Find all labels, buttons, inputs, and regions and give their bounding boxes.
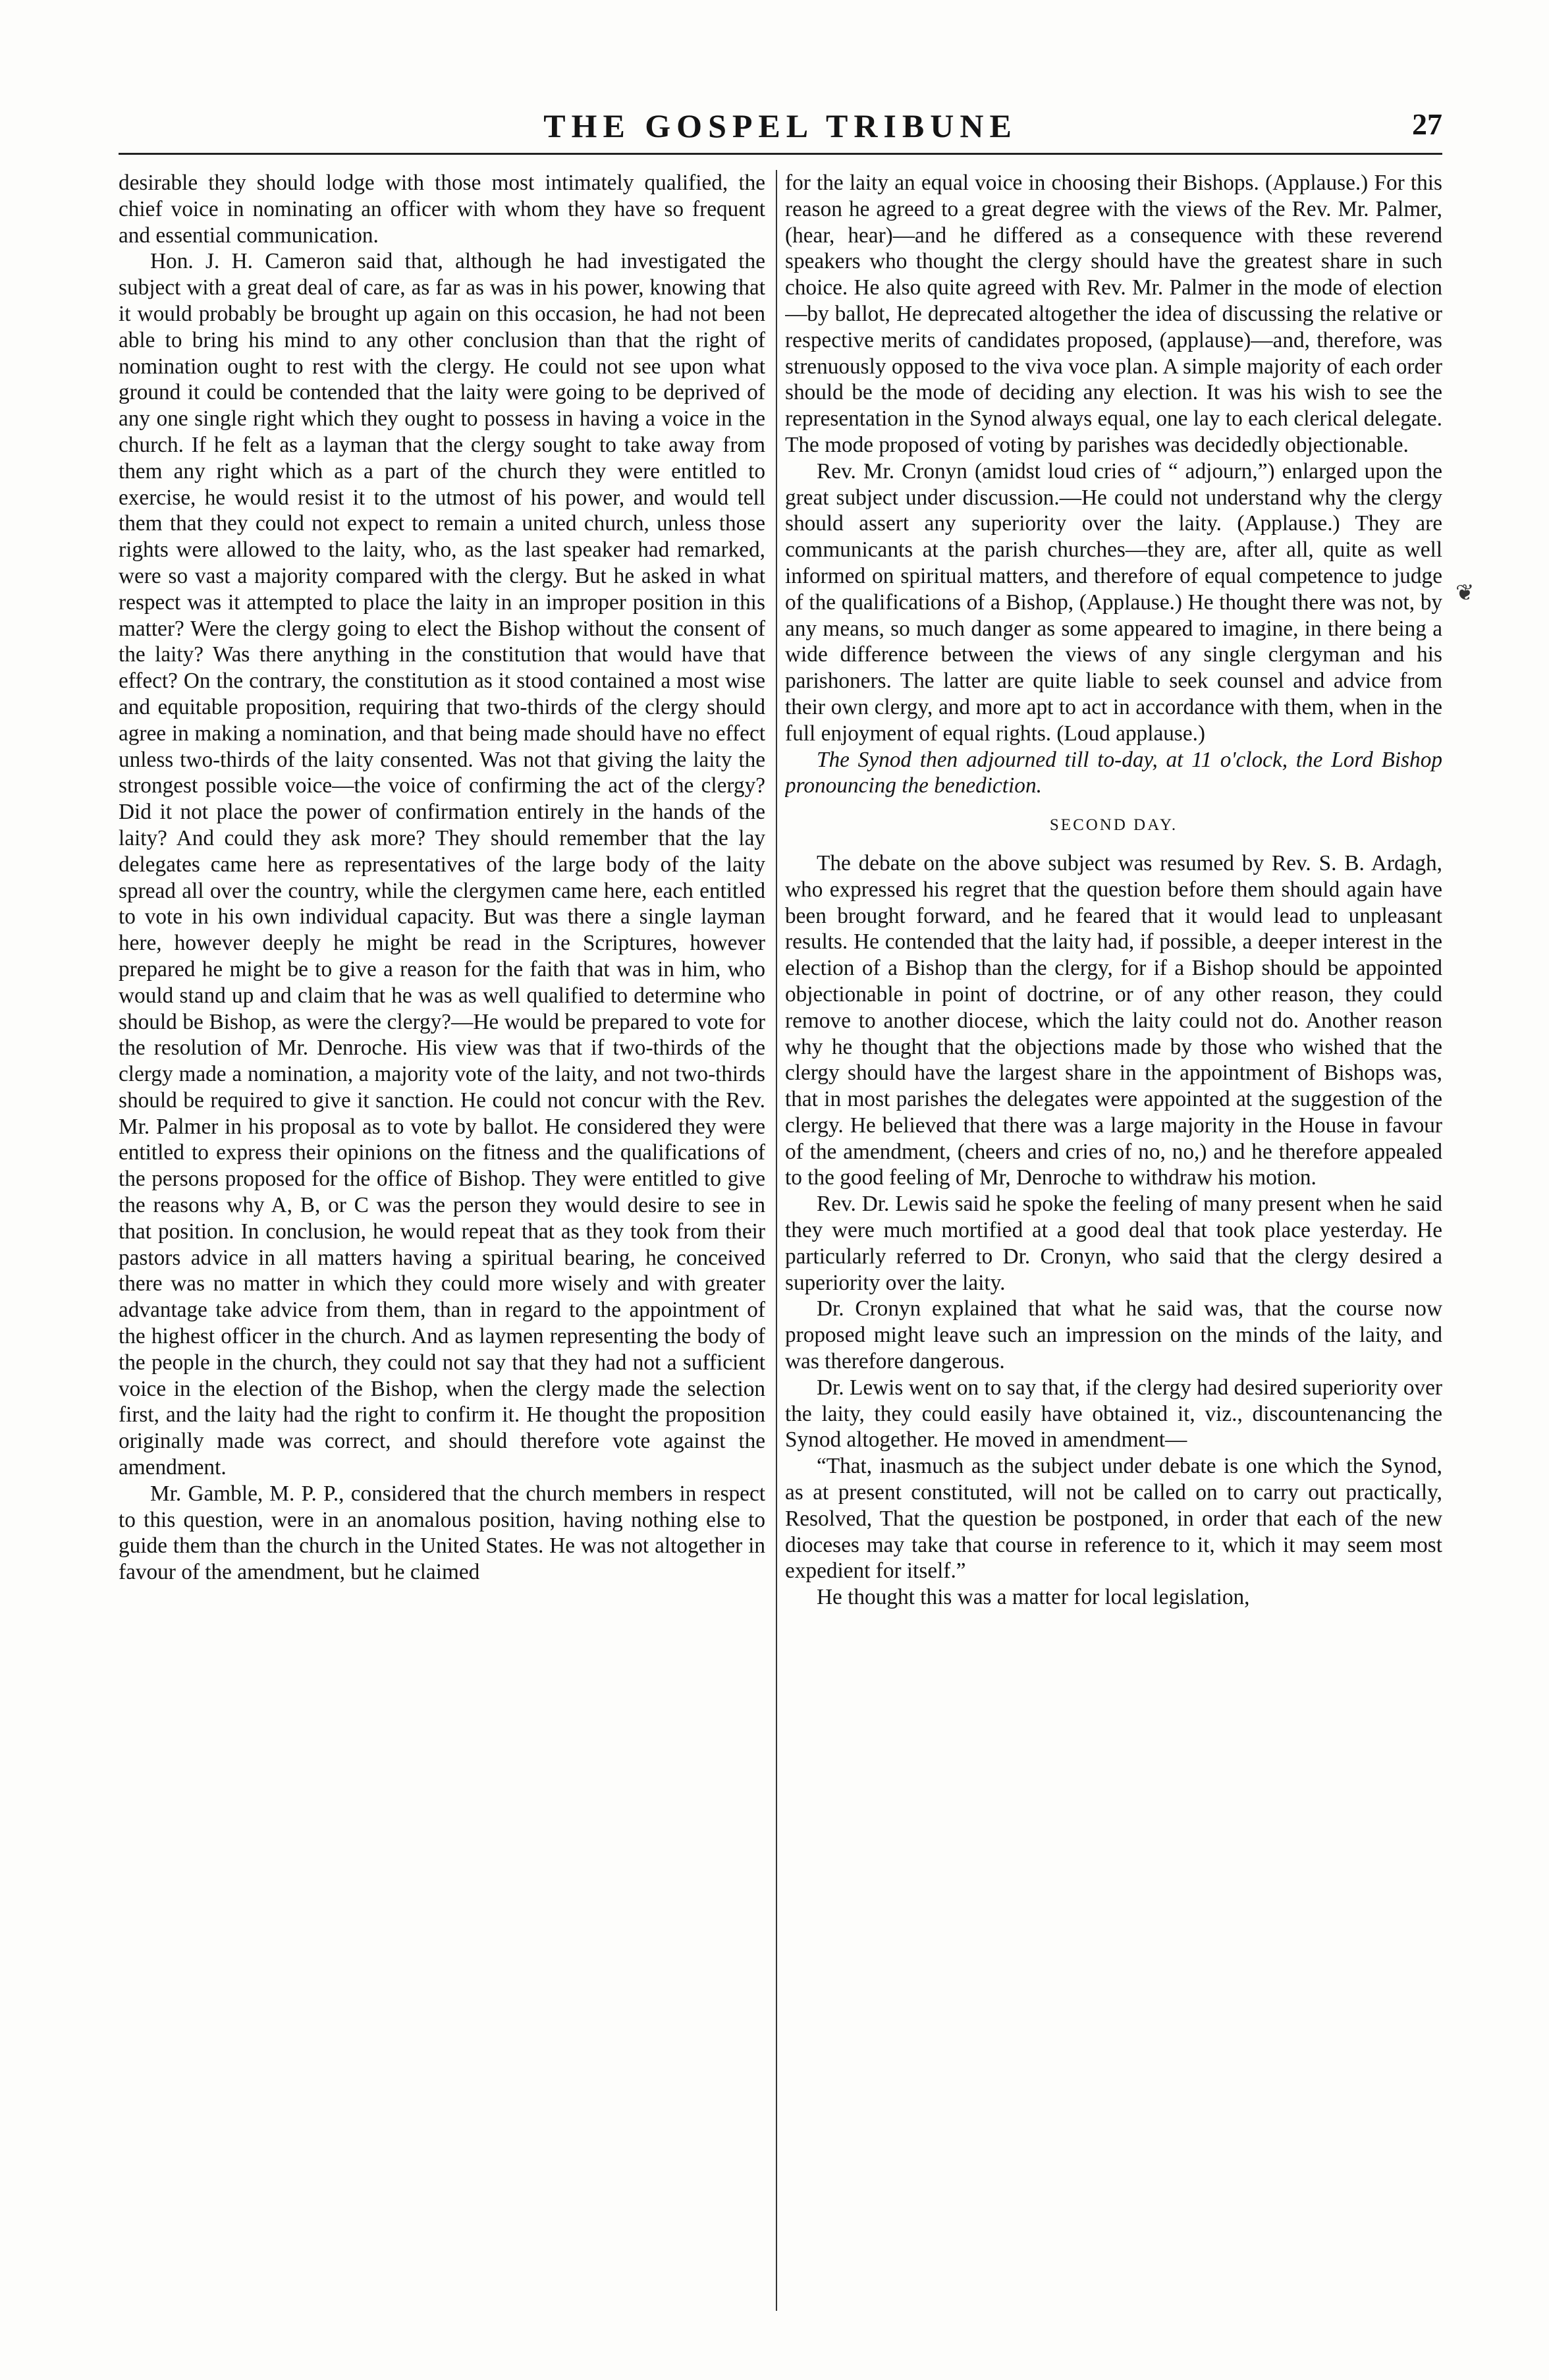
paragraph: Dr. Lewis went on to say that, if the clergy had desired superiority over the laity, they could easily have obtained it, viz., discountenancing the Synod altogether. He moved in amendment— — [785, 1375, 1442, 1453]
paragraph: Mr. Gamble, M. P. P., considered that the church members in respect to this question, were in an anomalous position, having nothing else to guide them than the church in the United States. He was not altogether in favour of the amendment, but he claimed — [119, 1481, 765, 1585]
paragraph: Rev. Mr. Cronyn (amidst loud cries of “ adjourn,”) enlarged upon the great subject under discussion.—He could not understand why the clergy should assert any superiority over the laity. (Applause.) They are communicants at the parish churches—they are, after all, quite as well informed on spiritual matters, and therefore of equal competence to judge of the qualifications of a Bishop, (Applause.) He thought there was not, by any means, so much danger as some appeared to imagine, in there being a wide difference between the views of any single clergyman and his parishoners. The latter are quite liable to seek counsel and advice from their own clergy, and more apt to act in accordance with them, when in the full enjoyment of equal rights. (Loud applause.) — [785, 458, 1442, 746]
column-divider — [776, 170, 777, 2311]
paragraph: The debate on the above subject was resumed by Rev. S. B. Ardagh, who expressed his regret that the question before them should again have been brought forward, and he feared that it would lead to unpleasant results. He contended that the laity had, if possible, a deeper interest in the election of a Bishop than the clergy, for if a Bishop should be appointed objectionable in point of doctrine, or of any other reason, they could remove to another diocese, which the laity could not do. Another reason why he thought that the objections made by those who wished that the clergy should have the largest share in the appointment of Bishops was, that in most parishes the delegates were appointed at the suggestion of the clergy. He believed that there was a large majority in the House in favour of the amendment, (cheers and cries of no, no,) and he therefore appealed to the good feeling of Mr, Denroche to withdraw his motion. — [785, 850, 1442, 1190]
margin-ornament-icon: ❦ — [1455, 581, 1475, 605]
paragraph: The Synod then adjourned till to-day, at 11 o'clock, the Lord Bishop pronouncing the benediction. — [785, 747, 1442, 798]
paragraph: for the laity an equal voice in choosing their Bishops. (Applause.) For this reason he agreed to a great degree with the views of the Rev. Mr. Palmer, (hear, hear)—and he differed as a consequence with these reverend speakers who thought the clergy should have the greatest share in such choice. He also quite agreed with Rev. Mr. Palmer in the mode of election—by ballot, He deprecated altogether the idea of discussing the relative or respective merits of candidates proposed, (applause)—and, therefore, was strenuously opposed to the viva voce plan. A simple majority of each order should be the mode of deciding any election. It was his wish to see the representation in the Synod always equal, one lay to each clerical delegate. The mode proposed of voting by parishes was decidedly objectionable. — [785, 171, 1442, 457]
left-column — [119, 170, 765, 2311]
paragraph: Rev. Dr. Lewis said he spoke the feeling of many present when he said they were much mortified at a good deal that took place yesterday. He particularly referred to Dr. Cronyn, who said that the clergy desired a superiority over the laity. — [785, 1192, 1442, 1295]
paragraph: Hon. J. H. Cameron said that, although he had investigated the subject with a great deal of care, as far as was in his power, knowing that it would probably be brought up again on this occasion, he had not been able to bring his mind to any other conclusion than that the right of nomination ought to rest with the clergy. He could not see upon what ground it could be contended that the laity were going to be deprived of any one single right which they ought to possess in having a voice in the church. If he felt as a layman that the clergy sought to take away from them any right which as a part of the church they were entitled to exercise, he would resist it to the utmost of his power, and would tell them that they could not expect to remain a united church, unless those rights were allowed to the laity, who, as the last speaker had remarked, were so vast a majority compared with the clergy. But he asked in what respect was it attempted to place the laity in an improper position in this matter? Were the clergy going to elect the Bishop without the consent of the laity? Was there anything in the constitution that would have that effect? On the contrary, the constitution as it stood contained a most wise and equitable proposition, requiring that two-thirds of the clergy should agree in making a nomination, and that being made should have no effect unless two-thirds of the laity consented. Was not that giving the laity the strongest possible voice—the voice of confirming the act of the clergy? Did it not place the power of confirmation entirely in the hands of the laity? And could they ask more? They should remember that the lay delegates came here as representatives of the large body of the laity spread all over the country, while the clergymen came here, each entitled to vote in his own individual capacity. But was there a single layman here, however deeply he might be read in the Scriptures, however prepared he might be to give a reason for the faith that was in him, who would stand up and claim that he was as well qualified to determine who should be Bishop, as were the clergy?—He would be prepared to vote for the resolution of Mr. Denroche. His view was that if two-thirds of the clergy made a nomination, a majority vote of the laity, and not two-thirds should be required to give it sanction. He could not concur with the Rev. Mr. Palmer in his proposal as to vote by ballot. He considered they were entitled to express their opinions on the fitness and the qualifications of the persons proposed for the office of Bishop. They were entitled to give the reasons why A, B, or C was the person they would desire to see in that position. In conclusion, he would repeat that as they took from their pastors advice in all matters having a spiritual bearing, he conceived there was no matter in which they could more wisely and with greater advantage take advice from them, than in regard to the appointment of the highest officer in the church. And as laymen representing the body of the people in the church, they could not say that they had not a sufficient voice in the election of the Bishop, when the clergy made the selection first, and the laity had the right to confirm it. He thought the proposition originally made was correct, and should therefore vote against the amendment. — [119, 249, 765, 1480]
page-number: 27 — [1412, 107, 1442, 141]
quoted-resolution: “That, inasmuch as the subject under debate is one which the Synod, as at present constituted, will not be called on to carry out practically, Resolved, That the question be postponed, in order that each of the new dioceses may take that course in reference to it, which it may seem most expedient for itself.” — [785, 1454, 1442, 1584]
header-rule — [119, 153, 1442, 155]
paragraph: Dr. Cronyn explained that what he said was, that the course now proposed might leave such an impression on the minds of the laity, and was therefore dangerous. — [785, 1296, 1442, 1374]
section-heading: SECOND DAY. — [1049, 816, 1178, 835]
running-head-title: THE GOSPEL TRIBUNE — [543, 107, 1018, 144]
page-header — [119, 99, 1442, 152]
right-column — [785, 170, 1442, 2311]
paragraph: desirable they should lodge with those most intimately qualified, the chief voice in nominating an officer with whom they have so frequent and essential communication. — [119, 171, 765, 248]
paragraph: He thought this was a matter for local legislation, — [817, 1585, 1250, 1610]
